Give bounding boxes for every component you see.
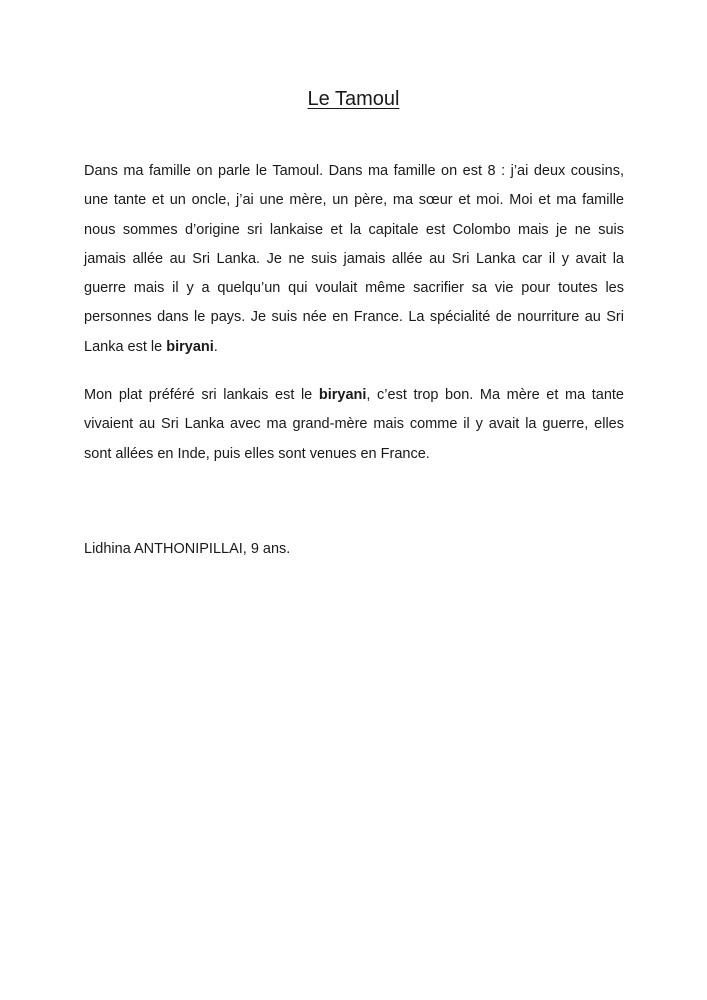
paragraph-family-end: . [213, 338, 218, 355]
paragraph-family-bold-dish: biryani [166, 338, 214, 355]
paragraph-family [84, 157, 624, 362]
author-signature: Lidhina ANTHONIPILLAI, 9 ans. [84, 541, 291, 557]
paragraph-family-text: Dans ma famille on parle le Tamoul. Dans ma famille on est 8 : j’ai deux cousins, une tante et un oncle, j’ai une mère, un père, ma sœur et moi. Moi et ma famille nous sommes d’origine sri lankaise et la capitale est Colombo mais je ne suis jamais allée au Sri Lanka. Je ne suis jamais allée au Sri Lanka car il y avait la guerre mais il y a quelqu’un qui voulait même sacrifier sa vie pour toutes les personnes dans le pays. Je suis née en France. La spécialité de nourriture au Sri Lanka est le [84, 163, 624, 355]
paragraph-favorite-dish [84, 381, 624, 469]
paragraph-favorite-dish-bold-dish: biryani [318, 387, 367, 403]
page-title: Le Tamoul [307, 88, 400, 110]
paragraph-favorite-dish-end: , c’est trop bon. Ma mère et ma tante vivaient au Sri Lanka avec ma grand-mère mais comme il y avait la guerre, elles sont allées en Inde, puis elles sont venues en France. [84, 387, 624, 462]
paragraph-favorite-dish-text: Mon plat préféré sri lankais est le [84, 387, 319, 403]
